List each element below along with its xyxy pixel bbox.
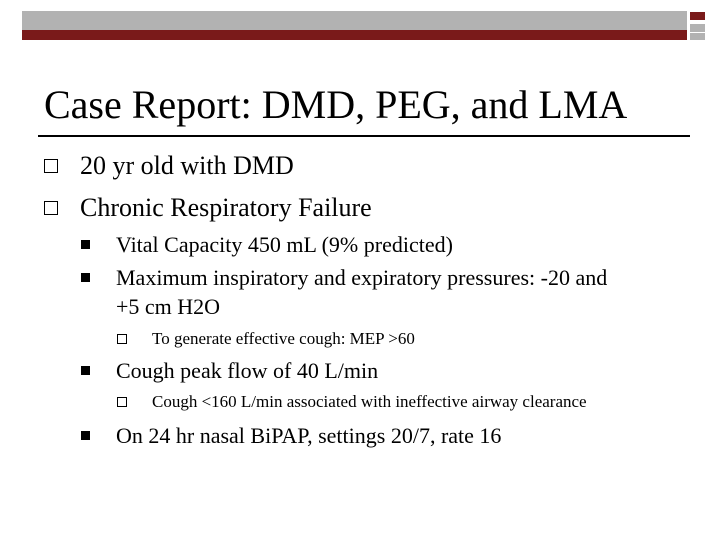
- filled-square-bullet-icon: [81, 273, 90, 282]
- title-underline: [38, 135, 690, 137]
- header-band-maroon: [22, 30, 687, 40]
- sub-sub-bullet-item: To generate effective cough: MEP >60: [152, 329, 415, 348]
- sub-bullet-item: Maximum inspiratory and expiratory pressures: -20 and: [116, 265, 608, 290]
- hollow-square-bullet-icon: [44, 159, 58, 173]
- corner-square-gray-bottom: [689, 32, 706, 41]
- filled-square-bullet-icon: [81, 240, 90, 249]
- bullet-item: 20 yr old with DMD: [80, 151, 294, 180]
- slide-title: Case Report: DMD, PEG, and LMA: [44, 82, 628, 127]
- hollow-square-bullet-icon: [117, 397, 127, 407]
- sub-sub-bullet-item: Cough <160 L/min associated with ineffective airway clearance: [152, 392, 587, 411]
- bullet-item: Chronic Respiratory Failure: [80, 193, 372, 222]
- sub-bullet-item: Vital Capacity 450 mL (9% predicted): [116, 232, 453, 257]
- filled-square-bullet-icon: [81, 366, 90, 375]
- sub-bullet-item-continuation: +5 cm H2O: [116, 294, 221, 319]
- header-band-gray: [22, 11, 687, 30]
- sub-bullet-item: On 24 hr nasal BiPAP, settings 20/7, rate 16: [116, 423, 502, 448]
- filled-square-bullet-icon: [81, 431, 90, 440]
- hollow-square-bullet-icon: [44, 201, 58, 215]
- corner-square-maroon: [689, 11, 706, 21]
- hollow-square-bullet-icon: [117, 334, 127, 344]
- sub-bullet-item: Cough peak flow of 40 L/min: [116, 358, 379, 383]
